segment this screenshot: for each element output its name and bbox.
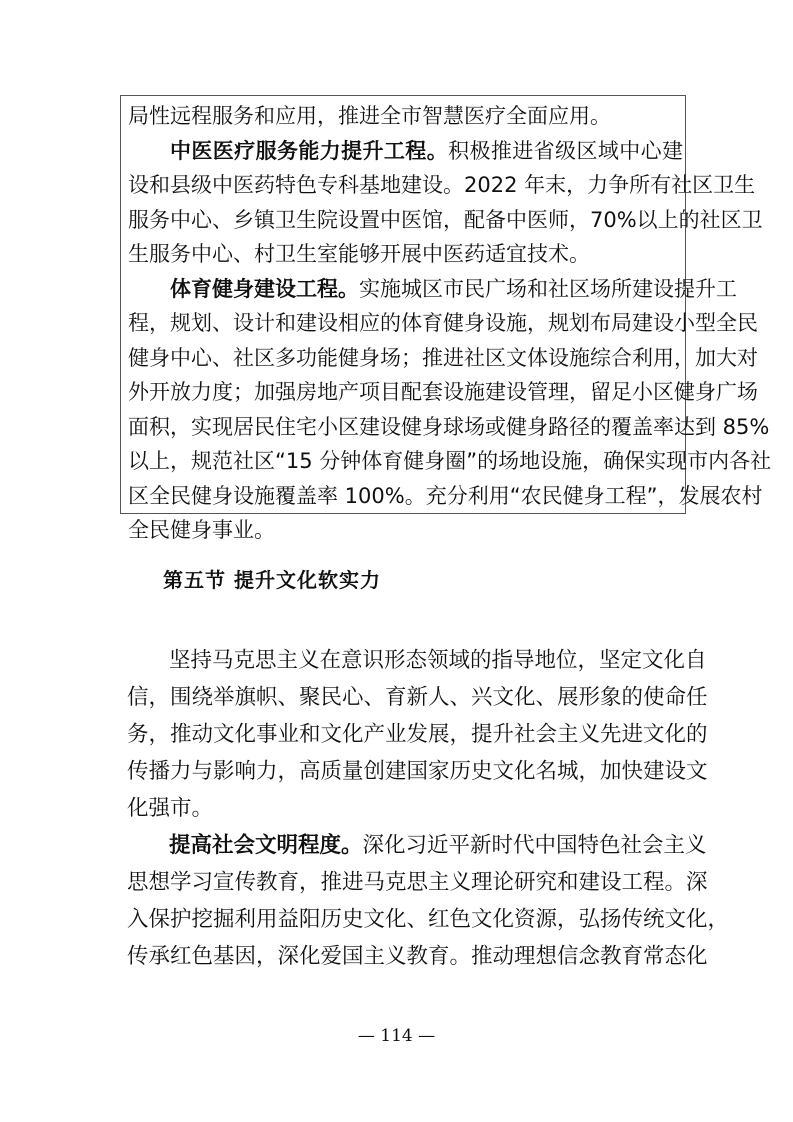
text-line: 生服务中心、村卫生室能够开展中医药适宜技术。 xyxy=(128,242,590,266)
text-line: 全民健身事业。 xyxy=(128,518,275,542)
text-line: 以上，规范社区“15 分钟体育健身圈”的场地设施，确保实现市内各社 xyxy=(128,449,772,473)
text-line: 信，围绕举旗帜、聚民心、育新人、兴文化、展形象的使命任 xyxy=(127,685,708,710)
text-line: 入保护挖掘利用益阳历史文化、红色文化资源，弘扬传统文化， xyxy=(127,907,730,932)
project-box-text xyxy=(128,99,772,548)
text-span: 实施城区市民广场和社区场所建设提升工 xyxy=(359,276,737,301)
text-span: 积极推进省级区域中心建 xyxy=(448,138,684,163)
project-title: 体育健身建设工程。 xyxy=(170,276,359,301)
page-number: — 114 — xyxy=(357,1026,436,1046)
text-line: 坚持马克思主义在意识形态领域的指导地位，坚定文化自 xyxy=(169,648,707,673)
project-title: 中医医疗服务能力提升工程。 xyxy=(170,138,449,163)
text-line: 程，规划、设计和建设相应的体育健身设施，规划布局建设小型全民 xyxy=(128,311,758,335)
text-line: 务，推动文化事业和文化产业发展，提升社会主义先进文化的 xyxy=(127,722,708,747)
section-heading: 第五节 提升文化软实力 xyxy=(163,568,381,592)
paragraph-title: 提高社会文明程度。 xyxy=(169,833,363,858)
text-line: 设和县级中医药特色专科基地建设。2022 年末，力争所有社区卫生 xyxy=(128,173,756,197)
text-line: 外开放力度；加强房地产项目配套设施建设管理，留足小区健身广场 xyxy=(128,380,758,404)
text-line: 健身中心、社区多功能健身场；推进社区文体设施综合利用，加大对 xyxy=(128,345,758,370)
body-text xyxy=(127,642,730,975)
project-box xyxy=(120,95,772,542)
text-line: 区全民健身设施覆盖率 100%。充分利用“农民健身工程”，发展农村 xyxy=(128,483,763,508)
text-line: 局性远程服务和应用，推进全市智慧医疗全面应用。 xyxy=(128,104,611,128)
text-line xyxy=(128,134,683,169)
text-line xyxy=(127,827,707,864)
text-line: 面积，实现居民住宅小区建设健身球场或健身路径的覆盖率达到 85% xyxy=(128,414,770,439)
text-line: 服务中心、乡镇卫生院设置中医馆，配备中医师，70%以上的社区卫 xyxy=(128,207,763,232)
text-line: 传播力与影响力，高质量创建国家历史文化名城，加快建设文 xyxy=(127,759,708,784)
text-line: 传承红色基因，深化爱国主义教育。推动理想信念教育常态化 xyxy=(127,944,708,969)
text-line xyxy=(128,272,737,307)
text-line: 思想学习宣传教育，推进马克思主义理论研究和建设工程。深 xyxy=(127,870,708,895)
text-line: 化强市。 xyxy=(127,796,214,821)
text-span: 深化习近平新时代中国特色社会主义 xyxy=(362,833,707,858)
